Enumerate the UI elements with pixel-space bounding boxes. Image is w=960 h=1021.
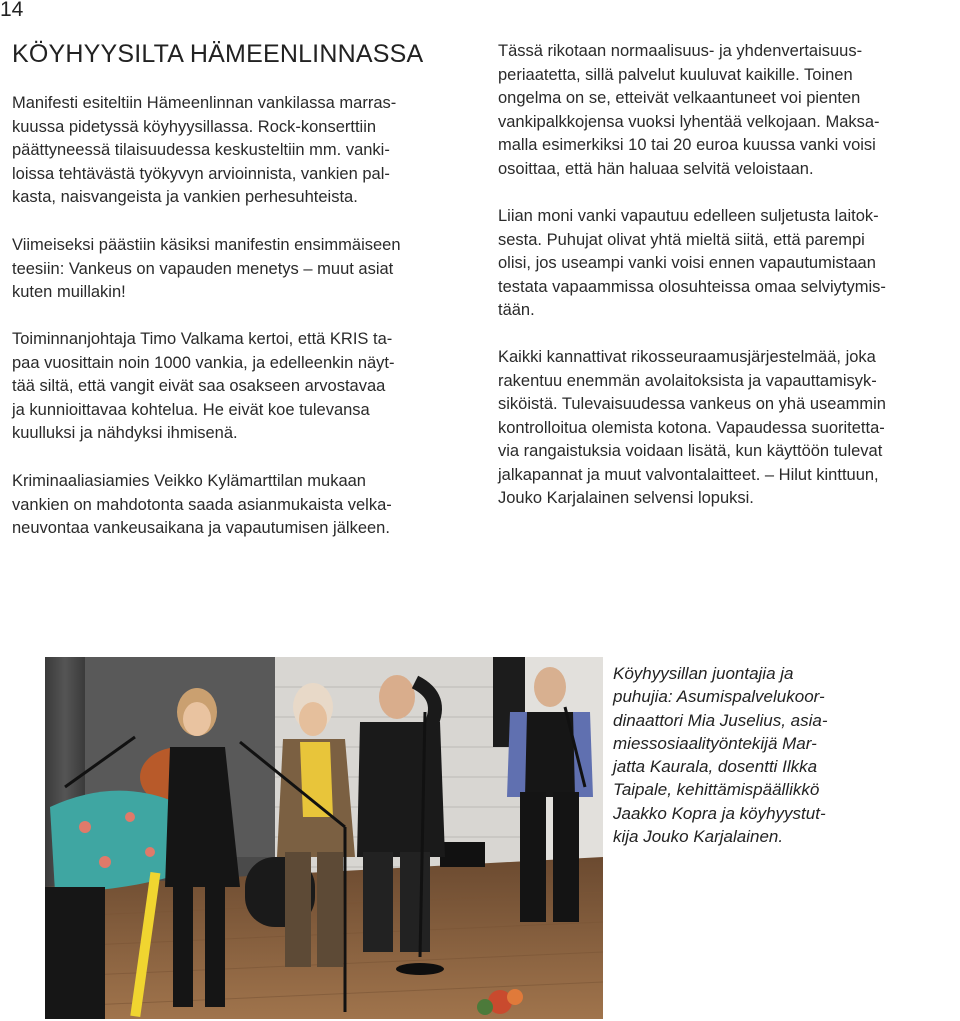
text-line: via rangaistuksia voidaan lisätä, kun käyttöön tulevat — [498, 442, 883, 460]
text-line: osoittaa, että hän haluaa selvitä veloistaan. — [498, 159, 814, 178]
text-line: Toiminnanjohtaja Timo Valkama kertoi, että KRIS ta- — [12, 330, 393, 348]
text-line: periaatetta, sillä palvelut kuuluvat kaikille. Toinen — [498, 65, 853, 84]
stage-photo-illustration — [45, 657, 603, 1019]
caption-line: kija Jouko Karjalainen. — [613, 827, 784, 847]
caption-line: miessosiaalityöntekijä Mar- — [613, 733, 817, 753]
article-headline: KÖYHYYSILTA HÄMEENLINNASSA — [12, 40, 424, 68]
text-line: malla esimerkiksi 10 tai 20 euroa kuussa vanki voisi — [498, 136, 876, 154]
text-line: Viimeiseksi päästiin käsiksi manifestin ensimmäiseen — [12, 236, 401, 254]
text-line: Manifesti esiteltiin Hämeenlinnan vankilassa marras- — [12, 94, 397, 112]
text-line: olisi, jos useampi vanki voisi ennen vapautumistaan — [498, 254, 876, 272]
text-line: Liian moni vanki vapautuu edelleen suljetusta laitok- — [498, 207, 879, 225]
text-line: sesta. Puhujat olivat yhtä mieltä siitä, että parempi — [498, 230, 865, 249]
text-line: kasta, naisvangeista ja vankien perhesuhteista. — [12, 188, 358, 206]
caption-line: jatta Kaurala, dosentti Ilkka — [613, 757, 818, 777]
caption-line: puhujia: Asumispalvelukoor- — [613, 687, 825, 707]
paragraph — [12, 234, 482, 305]
text-line: ja kunnioittavaa kohtelua. He eivät koe tulevansa — [12, 400, 370, 419]
text-line: Kriminaaliasiamies Veikko Kylämarttilan mukaan — [12, 472, 366, 490]
text-line: jalkapannat ja muut valvontalaitteet. – Hilut kinttuun, — [498, 465, 879, 484]
paragraph — [12, 328, 482, 446]
text-line: kuussa pidetyssä köyhyysillassa. Rock-konserttiin — [12, 117, 377, 136]
text-line: teesiin: Vankeus on vapauden menetys – muut asiat — [12, 259, 394, 278]
text-line: tää siltä, että vangit eivät saa osakseen arvostavaa — [12, 377, 386, 395]
text-line: paa vuosittain noin 1000 vankia, ja edelleenkin näyt- — [12, 353, 395, 372]
text-line: Kaikki kannattivat rikosseuraamusjärjestelmää, joka — [498, 348, 876, 366]
text-line: kuulluksi ja nähdyksi ihmisenä. — [12, 424, 238, 442]
paragraph — [498, 40, 960, 181]
page-number: 14 — [0, 0, 24, 21]
text-line: Jouko Karjalainen selvensi lopuksi. — [498, 489, 754, 507]
caption-line: Taipale, kehittämispäällikkö — [613, 780, 820, 800]
text-line: rakentuu enemmän avolaitoksista ja vapauttamisyk- — [498, 371, 877, 390]
text-line: loissa tehtävästä työkyvyn arvioinnista, vankien pal- — [12, 164, 390, 183]
caption-line: Köyhyysillan juontajia ja — [613, 664, 794, 683]
photo-caption — [613, 662, 953, 848]
text-line: ongelma on se, etteivät velkaantuneet voi pienten — [498, 89, 861, 107]
event-photo — [45, 657, 603, 1019]
text-line: neuvontaa vankeusaikana ja vapautumisen jälkeen. — [12, 519, 390, 537]
caption-line: dinaattori Mia Juselius, asia- — [613, 710, 828, 730]
caption-line: Jaakko Kopra ja köyhyystut- — [613, 803, 826, 823]
text-line: kontrolloitua olemista kotona. Vapaudessa suoritetta- — [498, 418, 885, 437]
paragraph — [12, 470, 482, 541]
text-line: vankipalkkojensa vuoksi lyhentää velkojaan. Maksa- — [498, 112, 880, 131]
text-line: Tässä rikotaan normaalisuus- ja yhdenvertaisuus- — [498, 42, 863, 60]
paragraph — [498, 346, 960, 511]
text-line: kuten muillakin! — [12, 283, 126, 301]
text-line: siköistä. Tulevaisuudessa vankeus on yhä useammin — [498, 395, 886, 413]
text-line: vankien on mahdotonta saada asianmukaista velka- — [12, 495, 392, 514]
text-line: testata vapaammissa olosuhteissa omaa selviytymis- — [498, 277, 886, 296]
text-line: tään. — [498, 301, 535, 319]
paragraph — [12, 92, 482, 210]
text-line: päättyneessä tilaisuudessa keskusteltiin mm. vanki- — [12, 141, 390, 159]
paragraph — [498, 205, 960, 323]
